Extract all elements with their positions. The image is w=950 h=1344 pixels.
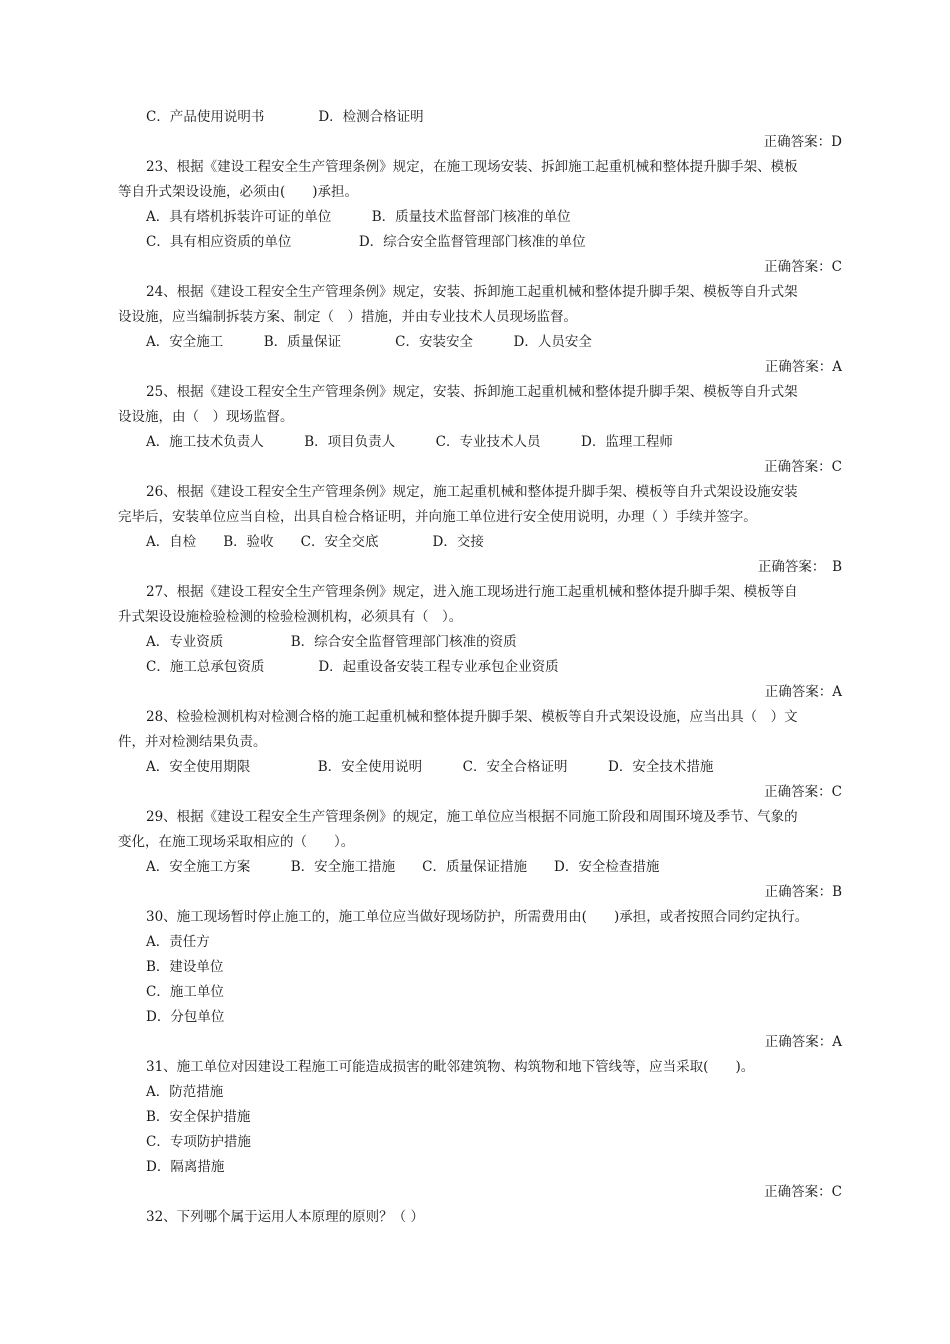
q31-stem: 31、施工单位对因建设工程施工可能造成损害的毗邻建筑物、构筑物和地下管线等，应当采取( )。 [146,1059,755,1075]
q27-stem-line1: 27、根据《建设工程安全生产管理条例》规定，进入施工现场进行施工起重机械和整体提升脚手架、模板等自 [146,584,798,600]
q26-stem-line1: 26、根据《建设工程安全生产管理条例》规定，施工起重机械和整体提升脚手架、模板等自升式架设设施安装 [146,484,798,500]
q31-option-b: B．安全保护措施 [146,1109,251,1125]
q24-options: A．安全施工 B．质量保证 C．安装安全 D．人员安全 [146,334,592,350]
q25-stem-line1: 25、根据《建设工程安全生产管理条例》规定，安装、拆卸施工起重机械和整体提升脚手架、模板等自升式架 [146,384,798,400]
q28-stem-line1: 28、检验检测机构对检测合格的施工起重机械和整体提升脚手架、模板等自升式架设设施，应当出具（ ）文 [146,709,798,725]
q27-answer: 正确答案：A [764,684,842,700]
q27-options-ab: A．专业资质 B．综合安全监督管理部门核准的资质 [146,634,517,650]
q23-options-ab: A．具有塔机拆装许可证的单位 B．质量技术监督部门核准的单位 [146,209,571,225]
q22-options-cd: C．产品使用说明书 D．检测合格证明 [146,109,424,125]
q32-stem: 32、下列哪个属于运用人本原理的原则？（ ） [146,1209,424,1225]
q28-options: A．安全使用期限 B．安全使用说明 C．安全合格证明 D．安全技术措施 [146,759,714,775]
q25-stem-line2: 设设施，由（ ）现场监督。 [118,409,294,425]
q25-options: A．施工技术负责人 B．项目负责人 C．专业技术人员 D．监理工程师 [146,434,673,450]
q31-option-a: A．防范措施 [146,1084,224,1100]
q22-answer: 正确答案：D [763,134,842,150]
q24-stem-line2: 设设施，应当编制拆装方案、制定（ ）措施，并由专业技术人员现场监督。 [118,309,577,325]
q26-options: A．自检 B．验收 C．安全交底 D．交接 [146,534,484,550]
q31-answer: 正确答案：C [764,1184,842,1200]
q23-stem-line2: 等自升式架设设施，必须由( )承担。 [118,184,359,200]
q25-answer: 正确答案：C [764,459,842,475]
q30-stem: 30、施工现场暂时停止施工的，施工单位应当做好现场防护，所需费用由( )承担，或者按照合同约定执行。 [146,909,809,925]
q28-stem-line2: 件，并对检测结果负责。 [118,734,267,750]
q30-option-b: B．建设单位 [146,959,224,975]
q31-option-c: C．专项防护措施 [146,1134,251,1150]
q29-stem-line2: 变化，在施工现场采取相应的（ ）。 [118,834,355,850]
q29-answer: 正确答案：B [764,884,842,900]
q23-stem-line1: 23、根据《建设工程安全生产管理条例》规定，在施工现场安装、拆卸施工起重机械和整体提升脚手架、模板 [146,159,798,175]
q26-stem-line2: 完毕后，安装单位应当自检，出具自检合格证明，并向施工单位进行安全使用说明，办理（ ）手续并签字。 [118,509,757,525]
q29-options: A．安全施工方案 B．安全施工措施 C．质量保证措施 D．安全检查措施 [146,859,660,875]
q30-option-a: A．责任方 [146,934,210,950]
q26-answer: 正确答案： B [757,559,842,575]
q28-answer: 正确答案：C [764,784,842,800]
q31-option-d: D．隔离措施 [146,1159,225,1175]
q24-answer: 正确答案：A [764,359,842,375]
q30-option-d: D．分包单位 [146,1009,225,1025]
q29-stem-line1: 29、根据《建设工程安全生产管理条例》的规定，施工单位应当根据不同施工阶段和周围环境及季节、气象的 [146,809,798,825]
q30-option-c: C．施工单位 [146,984,224,1000]
q27-stem-line2: 升式架设设施检验检测的检验检测机构，必须具有（ ）。 [118,609,463,625]
q30-answer: 正确答案：A [764,1034,842,1050]
q24-stem-line1: 24、根据《建设工程安全生产管理条例》规定，安装、拆卸施工起重机械和整体提升脚手架、模板等自升式架 [146,284,798,300]
q27-options-cd: C．施工总承包资质 D．起重设备安装工程专业承包企业资质 [146,659,559,675]
q23-answer: 正确答案：C [764,259,842,275]
q23-options-cd: C．具有相应资质的单位 D．综合安全监督管理部门核准的单位 [146,234,586,250]
